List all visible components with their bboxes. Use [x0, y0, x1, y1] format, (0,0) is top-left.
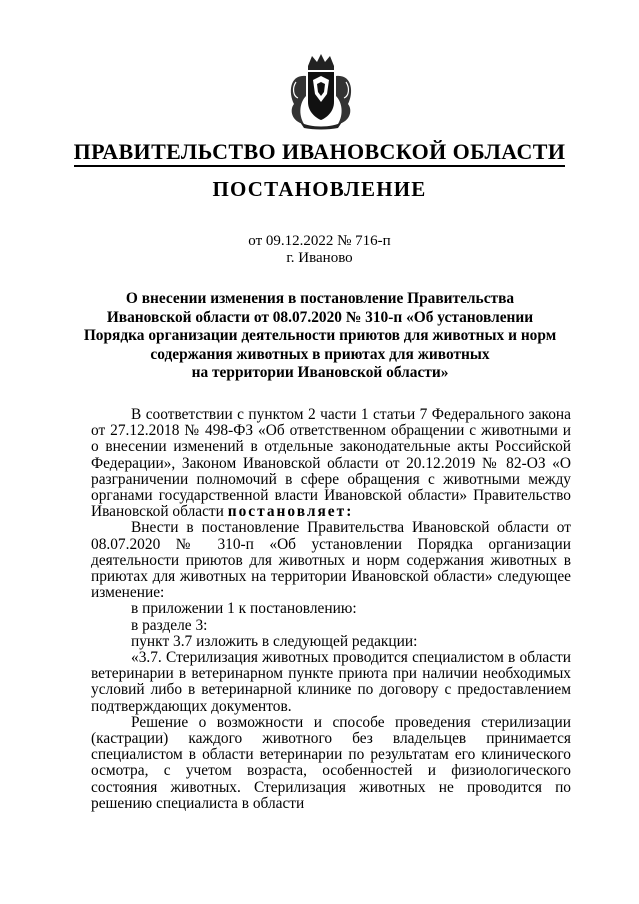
resolves-keyword: постановляет: [227, 503, 354, 521]
preamble-text: В соответствии с пунктом 2 части 1 статьи 7 Федерального закона от 27.12.2018 № 498-ФЗ «Об ответственном обращении с животными и о внесении изменений в отдельные законодательные акты Российской Федерации», Законом Ивановской области от 20.12.2019 № 82-ОЗ «О разграничении полномочий в сфере обращения с животными между органами государственной власти Ивановской области» Правительство Ивановской области [91, 406, 571, 521]
title-line: О внесении изменения в постановление Правительства [125, 290, 515, 307]
organization-name [0, 139, 639, 165]
paragraph-item: пункт 3.7 изложить в следующей редакции: [131, 632, 418, 650]
city: г. Иваново [286, 250, 353, 266]
date-number: от 09.12.2022 № 716-п [248, 233, 391, 249]
paragraph-appendix: в приложении 1 к постановлению: [131, 600, 357, 618]
paragraph-amendment: Внести в постановление Правительства Ивановской области от 08.07.2020 № 310-п «Об установлении Порядка организации деятельности приютов для животных и норм содержания животных в приютах для животных на территории Ивановской области» следующее изменение: [91, 519, 571, 602]
document-type: ПОСТАНОВЛЕНИЕ [212, 177, 427, 201]
document-body [91, 407, 571, 812]
title-line: на территории Ивановской области» [191, 364, 449, 381]
title-line: Ивановской области от 08.07.2020 № 310-п «Об установлении [106, 308, 534, 326]
document-meta [0, 233, 639, 267]
paragraph-clause-3-7: «3.7. Стерилизация животных проводится специалистом в области ветеринарии в ветеринарном пункте приюта при наличии необходимых условий либо в ветеринарной клинике по договору с предоставлением подтверждающих документов. [91, 649, 571, 715]
organization-name-text: ПРАВИТЕЛЬСТВО ИВАНОВСКОЙ ОБЛАСТИ [74, 139, 566, 167]
coat-of-arms-icon [286, 52, 356, 130]
document-title [80, 290, 560, 383]
paragraph-section: в разделе 3: [131, 616, 208, 634]
paragraph-decision: Решение о возможности и способе проведения стерилизации (кастрации) каждого животного без владельцев принимается специалистом в области ветеринарии по результатам его клинического осмотра, с учетом возраста, особенностей и физиологического состояния животных. Стерилизация животных не проводится по решению специалиста в области [91, 713, 571, 812]
paragraph-preamble [91, 407, 571, 520]
title-line: содержания животных в приютах для животных [150, 345, 490, 363]
title-line: Порядка организации деятельности приютов для животных и норм [83, 327, 557, 344]
